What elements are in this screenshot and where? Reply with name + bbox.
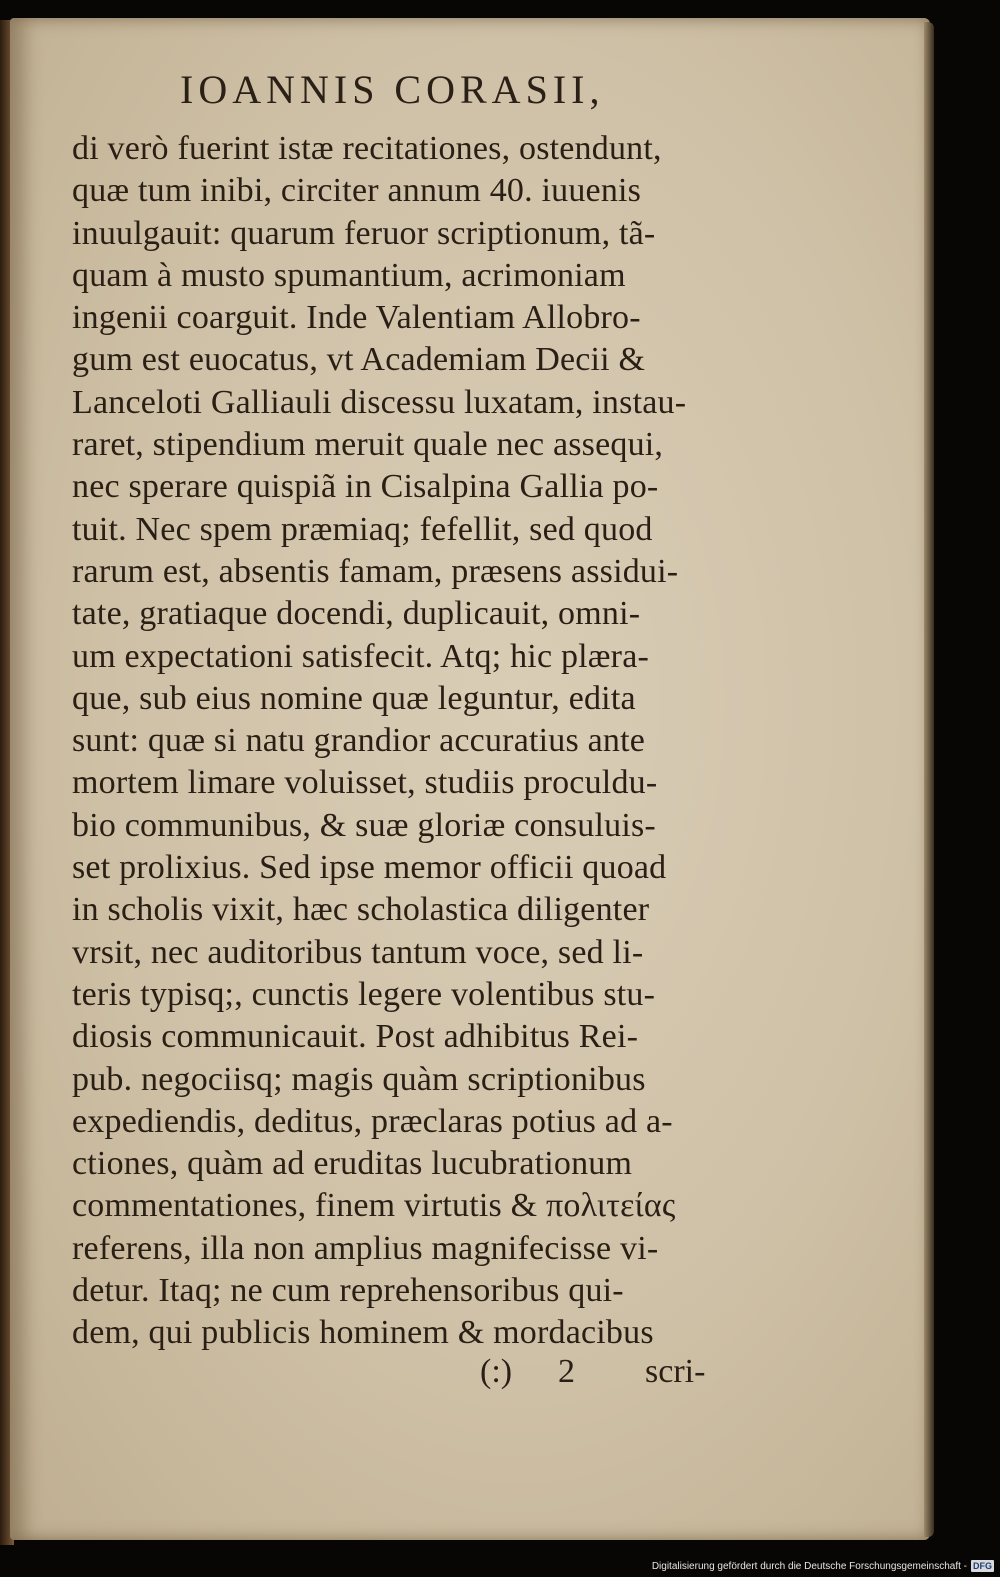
- text-line: inuulgauit: quarum feruor scriptionum, tã-: [72, 214, 656, 252]
- text-line: raret, stipendium meruit quale nec assequi,: [72, 426, 664, 464]
- text-line: commentationes, finem virtutis & πολιτείας: [72, 1187, 676, 1225]
- signature-number: 2: [558, 1353, 575, 1390]
- text-line: tate, gratiaque docendi, duplicauit, omni-: [72, 595, 641, 633]
- text-line: expediendis, deditus, præclaras potius ad a-: [72, 1102, 673, 1140]
- text-line: ingenii coarguit. Inde Valentiam Allobro-: [72, 299, 641, 337]
- digitization-footer: [652, 1558, 994, 1574]
- text-line: vrsit, nec auditoribus tantum voce, sed li-: [72, 933, 644, 971]
- text-line: detur. Itaq; ne cum reprehensoribus qui-: [72, 1272, 624, 1310]
- catchword: scri-: [645, 1353, 706, 1390]
- text-line: Lanceloti Galliauli discessu luxatam, instau-: [72, 383, 687, 421]
- running-head: IOANNIS CORASII,: [180, 67, 605, 112]
- text-line: referens, illa non amplius magnifecisse vi-: [72, 1229, 659, 1267]
- text-line: mortem limare voluisset, studiis proculdu-: [72, 764, 658, 802]
- text-line: diosis communicauit. Post adhibitus Rei-: [72, 1018, 639, 1056]
- text-line: tuit. Nec spem præmiaq; fefellit, sed quod: [72, 510, 653, 548]
- text-line: sunt: quæ si natu grandior accuratius ante: [72, 722, 646, 760]
- text-line: gum est euocatus, vt Academiam Decii &: [72, 341, 646, 379]
- funding-credit: Digitalisierung gefördert durch die Deutsche Forschungsgemeinschaft -: [651, 1560, 967, 1572]
- text-line: set prolixius. Sed ipse memor officii quoad: [72, 849, 667, 887]
- text-line: um expectationi satisfecit. Atq; hic plæra-: [72, 637, 650, 675]
- text-line: ctiones, quàm ad eruditas lucubrationum: [72, 1145, 633, 1183]
- text-line: nec sperare quispiã in Cisalpina Gallia po-: [72, 468, 659, 506]
- text-line: di verò fuerint istæ recitationes, ostendunt,: [72, 130, 662, 167]
- text-line: in scholis vixit, hæc scholastica diligenter: [72, 891, 650, 929]
- text-line: quam à musto spumantium, acrimoniam: [72, 256, 626, 294]
- text-line: que, sub eius nomine quæ leguntur, edita: [72, 679, 636, 717]
- text-line: pub. negociisq; magis quàm scriptionibus: [72, 1060, 646, 1098]
- book-page: [10, 18, 930, 1540]
- dfg-logo-icon: DFG: [973, 1561, 992, 1571]
- page-edge-shadow: [924, 22, 934, 1537]
- text-line: dem, qui publicis hominem & mordacibus: [72, 1314, 654, 1352]
- text-line: teris typisq;, cunctis legere volentibus stu-: [72, 975, 656, 1013]
- text-line: rarum est, absentis famam, præsens assidui-: [72, 552, 679, 590]
- text-line: quæ tum inibi, circiter annum 40. iuuenis: [72, 172, 642, 210]
- signature-mark: (:): [480, 1353, 513, 1390]
- page-body-text: [72, 128, 732, 1355]
- text-line: bio communibus, & suæ gloriæ consuluis-: [72, 806, 656, 844]
